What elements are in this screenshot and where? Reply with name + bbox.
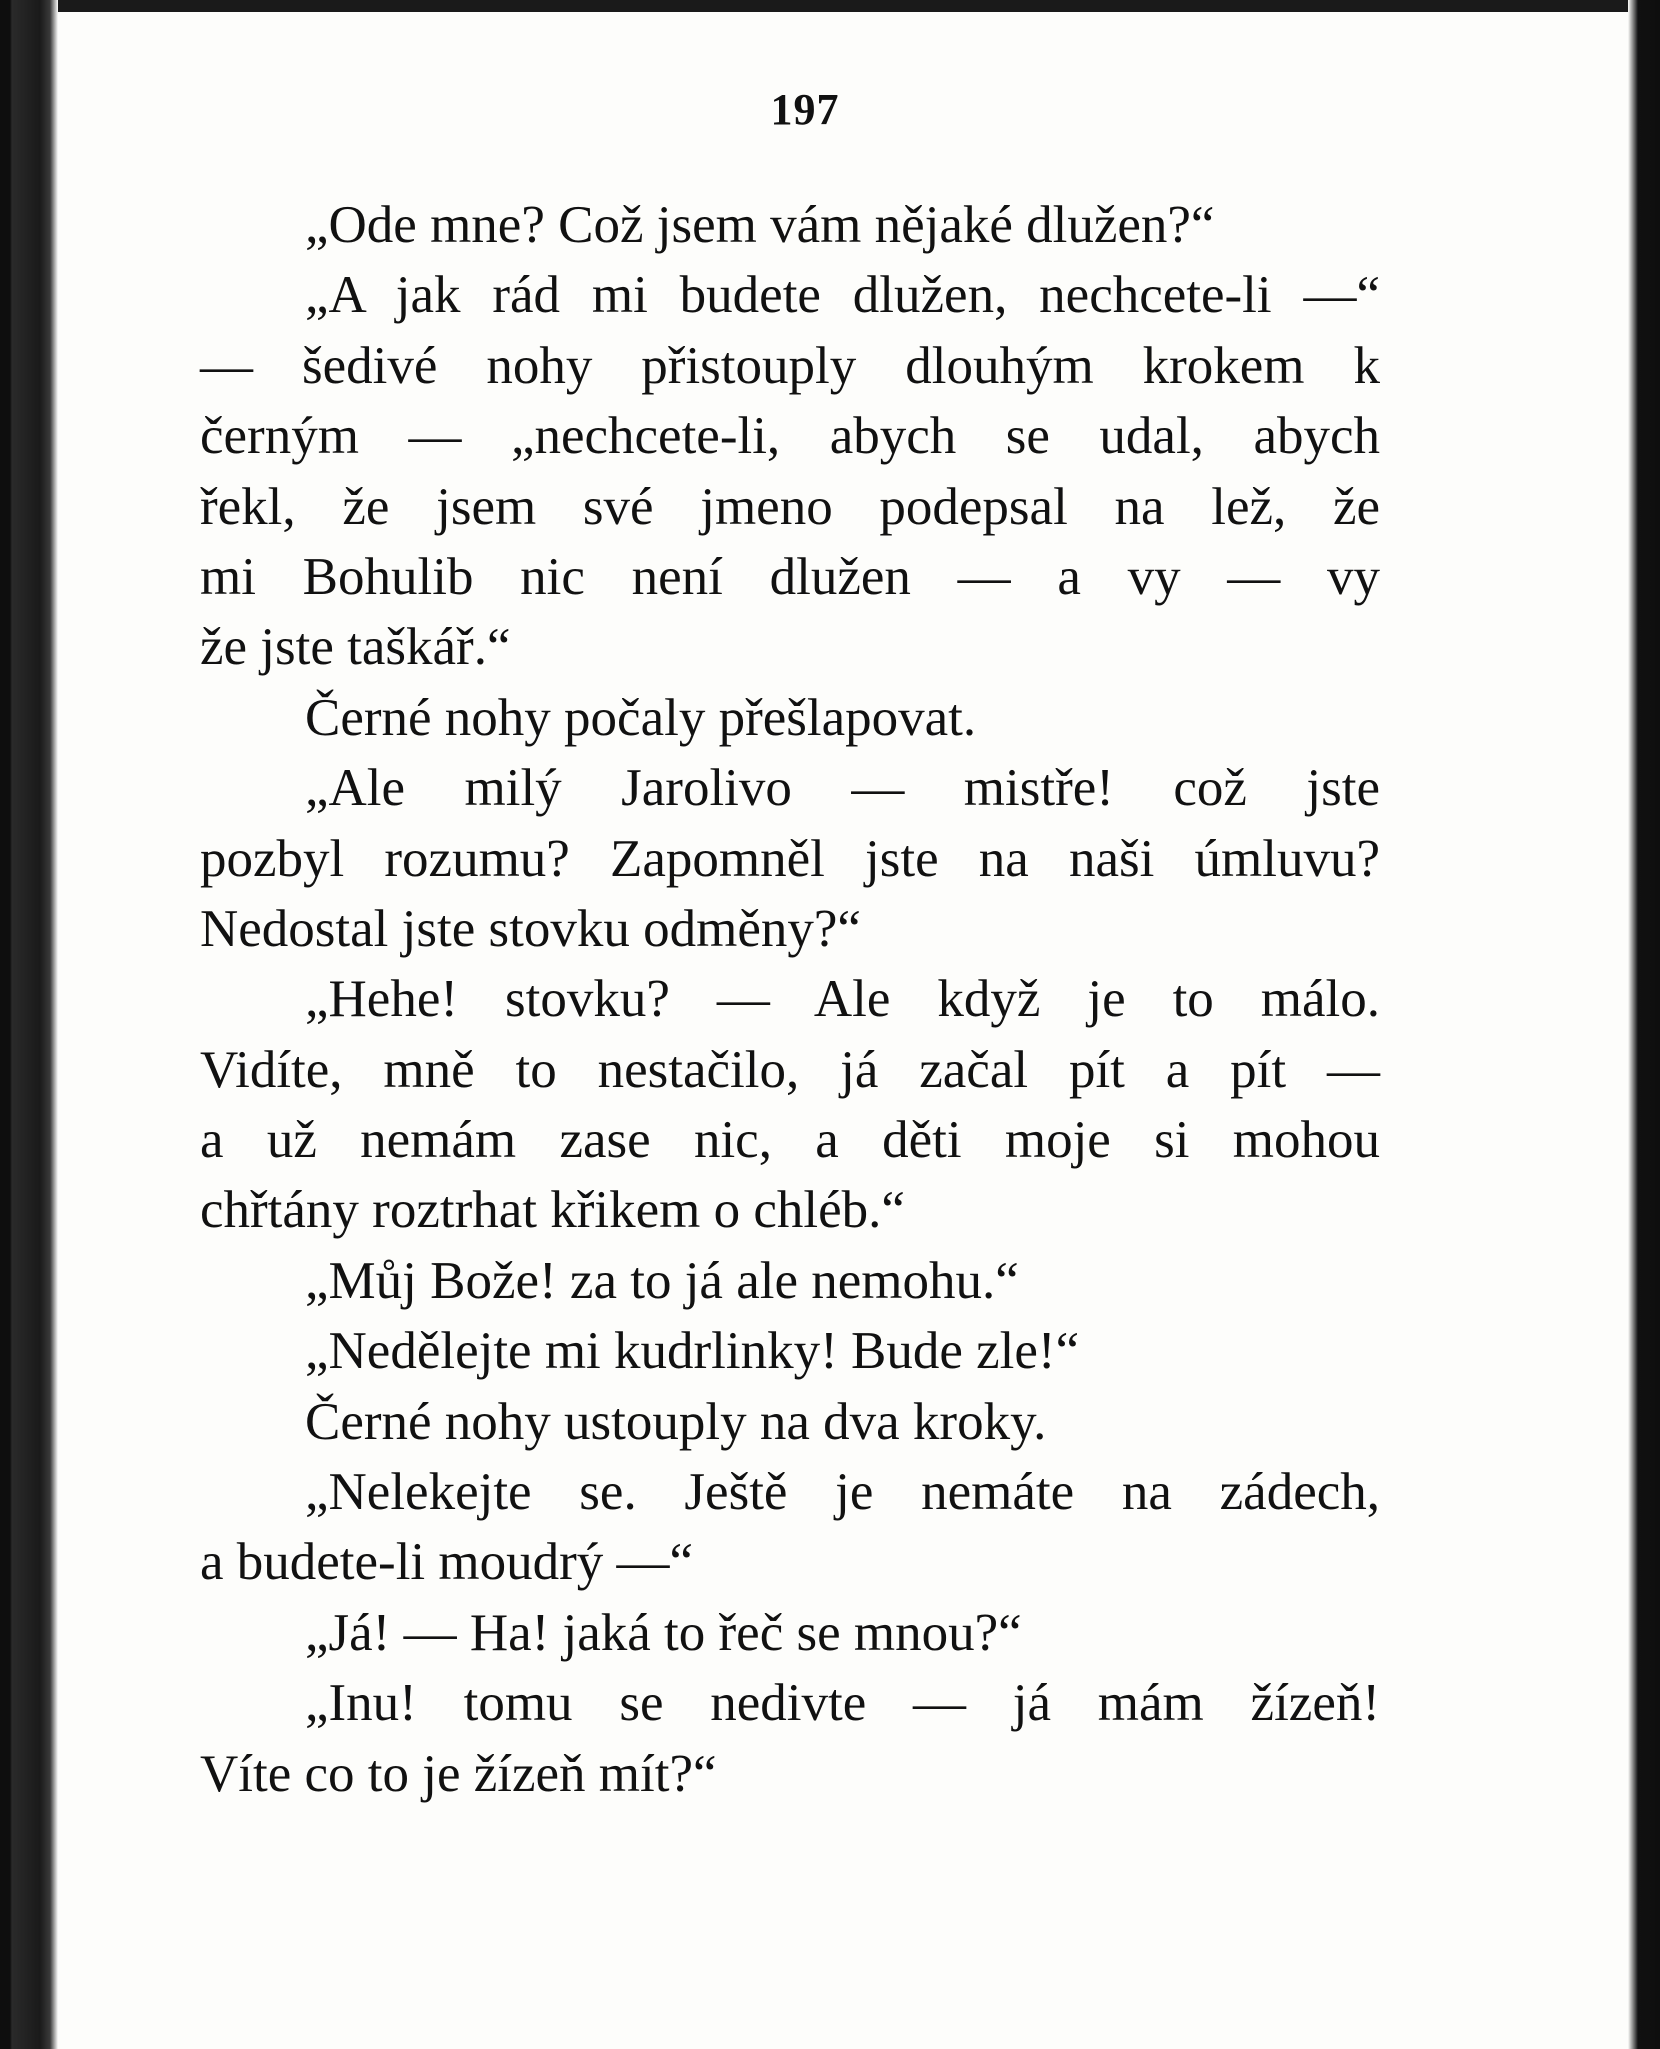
text-line: „Inu! tomu se nedivte — já mám žízeň!	[305, 1674, 1380, 1733]
text-line: a už nemám zase nic, a děti moje si mohou	[200, 1111, 1380, 1170]
text-line: černým — „nechcete-li, abych se udal, abych	[200, 407, 1380, 466]
text-line: „Nedělejte mi kudrlinky! Bude zle!“	[305, 1322, 1080, 1381]
text-line: Černé nohy ustouply na dva kroky.	[305, 1392, 1047, 1451]
text-line: „Můj Bože! za to já ale nemohu.“	[305, 1251, 1019, 1310]
text-line: „Nelekejte se. Ještě je nemáte na zádech,	[305, 1463, 1380, 1522]
text-line: že jste taškář.“	[200, 618, 511, 677]
text-line: „Ale milý Jarolivo — mistře! což jste	[305, 759, 1380, 818]
text-line: Černé nohy počaly přešlapovat.	[305, 688, 977, 747]
text-line: Nedostal jste stovku odměny?“	[200, 899, 861, 958]
page-edge-right	[1628, 0, 1660, 2049]
text-line: chřtány roztrhat křikem o chléb.“	[200, 1181, 905, 1240]
text-line: „Ode mne? Což jsem vám nějaké dlužen?“	[305, 196, 1215, 254]
text-line: „Já! — Ha! jaká to řeč se mnou?“	[305, 1603, 1022, 1662]
text-line: Vidíte, mně to nestačilo, já začal pít a pít —	[200, 1040, 1380, 1099]
text-line: a budete-li moudrý —“	[200, 1533, 694, 1592]
text-line: Víte co to je žízeň mít?“	[200, 1744, 717, 1803]
text-line: „Hehe! stovku? — Ale když je to málo.	[305, 970, 1380, 1029]
text-line: mi Bohulib nic není dlužen — a vy — vy	[200, 547, 1380, 606]
text-line: „A jak rád mi budete dlužen, nechcete-li —“	[305, 266, 1380, 325]
text-body	[200, 190, 1380, 1809]
page-edge-top	[0, 0, 1660, 12]
text-line: řekl, že jsem své jmeno podepsal na lež, že	[200, 477, 1380, 536]
page-edge-left	[0, 0, 58, 2049]
text-line: — šedivé nohy přistouply dlouhým krokem k	[200, 336, 1380, 395]
text-line: pozbyl rozumu? Zapomněl jste na naši úmluvu?	[200, 829, 1380, 888]
page-number: 197	[770, 85, 840, 134]
